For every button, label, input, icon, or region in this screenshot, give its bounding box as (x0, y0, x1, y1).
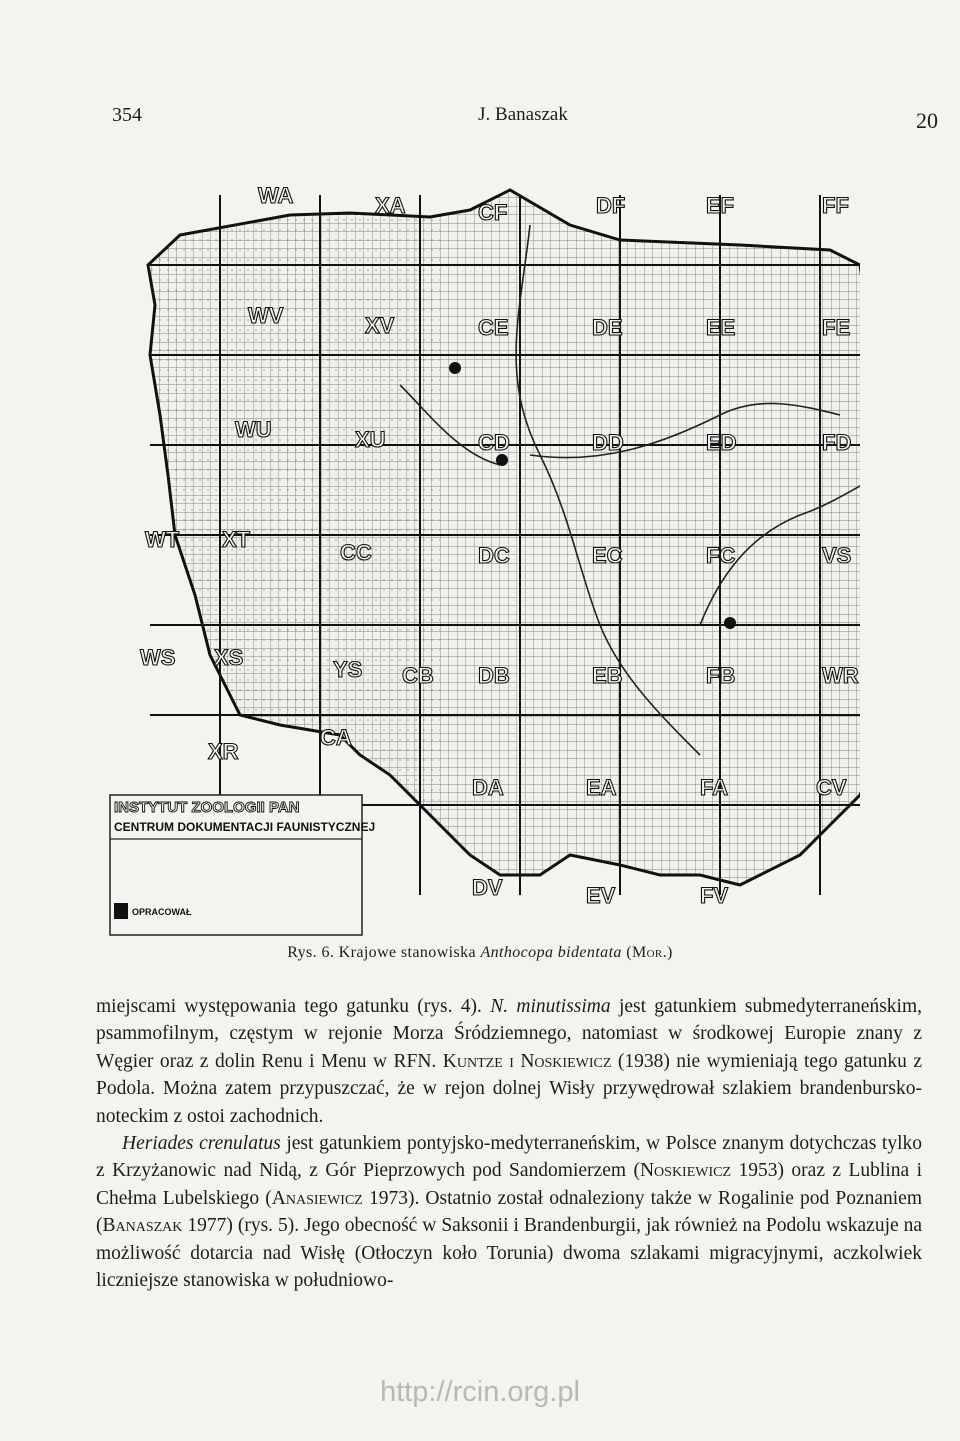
square-label: WA (258, 183, 294, 208)
running-title: J. Banaszak (478, 104, 568, 125)
square-label: XT (222, 527, 251, 552)
square-label: XU (355, 427, 386, 452)
square-label: WV (248, 303, 284, 328)
square-label: DE (592, 315, 623, 340)
distribution-map (100, 155, 860, 945)
figure-caption (0, 944, 960, 962)
square-label: WS (140, 645, 176, 670)
square-label: FA (700, 775, 729, 800)
chapter-number: 20 (916, 108, 938, 133)
caption-prefix: Rys. 6. Krajowe stanowiska (287, 944, 477, 961)
body-text (96, 993, 922, 1294)
square-label: DD (592, 430, 624, 455)
square-label: EV (586, 883, 616, 908)
author-name: Anasiewicz (271, 1187, 363, 1209)
square-label: FF (822, 193, 849, 218)
square-label: DC (478, 543, 510, 568)
square-label: DV (472, 875, 503, 900)
square-label: CC (340, 540, 372, 565)
square-label: CD (478, 430, 510, 455)
author-names: Kuntze i Noskiewicz (442, 1050, 612, 1072)
text-run: 1977) (rys. 5). Jego obecność w Saksonii i Brandenburgii, jak również na Podolu wskazuje na możliwość dotarcia nad Wisłę (Otłoczyn koło Torunia) dwoma szlakami migracyjnymi, aczkolwiek liczniejsze stanowiska w południowo- (96, 1215, 923, 1292)
square-label: FB (706, 663, 736, 688)
square-label: FV (700, 883, 729, 908)
species-name: N. minutissima (490, 996, 611, 1017)
square-label: EF (706, 193, 735, 218)
square-label: YS (333, 657, 363, 682)
text-run: miejscami występowania tego gatunku (rys. 4). (96, 996, 482, 1017)
square-label: XA (375, 193, 406, 218)
square-label: FE (822, 315, 851, 340)
square-label: VS (822, 543, 852, 568)
text-run: jest gatunkiem submedyterraneńskim, psammofilnym, częstym w rejonie Morza Śródziemnego, natomiast w środkowej Europie znany z Węgier oraz z dolin Renu i Menu w RFN. (96, 996, 922, 1072)
page-header (108, 104, 938, 144)
paragraph-1 (96, 993, 922, 1130)
author-name: Noskiewicz (639, 1160, 732, 1182)
species-name: Heriades crenulatus (122, 1133, 281, 1155)
text-run: 1953) oraz z Lublina i Chełma Lubelskiego ( (96, 1160, 923, 1209)
square-label: DF (596, 193, 626, 218)
text-run: (1938) nie wymieniają tego gatunku z Podola. Można zatem przypuszczać, że w rejon dolnej Wisły przywędrował szlakiem brandenbursko-noteckim z ostoi zachodnich. (96, 1050, 922, 1127)
square-label: EC (592, 543, 623, 568)
square-label: EE (706, 315, 736, 340)
caption-author: (Mor.) (626, 944, 673, 961)
square-label: CE (478, 315, 509, 340)
square-label: XV (365, 313, 395, 338)
page-number: 354 (112, 104, 142, 126)
square-label: WU (235, 417, 272, 442)
square-label: DA (472, 775, 504, 800)
square-label: EA (586, 775, 617, 800)
square-label: CA (320, 725, 352, 750)
square-label: ED (706, 430, 737, 455)
square-label: FC (706, 543, 736, 568)
square-label: XR (208, 739, 239, 764)
paragraph-2 (96, 1130, 922, 1294)
square-label: CV (816, 775, 847, 800)
stamp-institute-name: INSTYTUT ZOOLOGII PAN (114, 799, 300, 816)
stamp-emblem-icon (114, 903, 128, 919)
square-label: CB (402, 663, 434, 688)
text-run: 1973). Ostatnio został odnaleziony także w Rogalinie pod Poznaniem ( (96, 1187, 922, 1237)
square-label: CF (478, 200, 508, 225)
square-label: FD (822, 430, 852, 455)
institute-stamp (110, 795, 375, 935)
square-label: XS (214, 645, 244, 670)
square-label: WT (145, 527, 180, 552)
stamp-prepared-label: OPRACOWAŁ (132, 907, 192, 917)
stamp-center-name: CENTRUM DOKUMENTACJI FAUNISTYCZNEJ (114, 820, 376, 834)
caption-species: Anthocopa bidentata (480, 944, 622, 961)
square-label: EB (592, 663, 623, 688)
text-run: jest gatunkiem pontyjsko-medyterraneńskim, w Polsce znanym dotychczas tylko z Krzyżanowic nad Nidą, z Gór Pieprzowych pod Sandomierzem ( (96, 1133, 922, 1182)
author-name: Banaszak (102, 1215, 183, 1237)
source-watermark: http://rcin.org.pl (380, 1376, 580, 1408)
square-label: WR (822, 663, 859, 688)
square-label: DB (478, 663, 510, 688)
